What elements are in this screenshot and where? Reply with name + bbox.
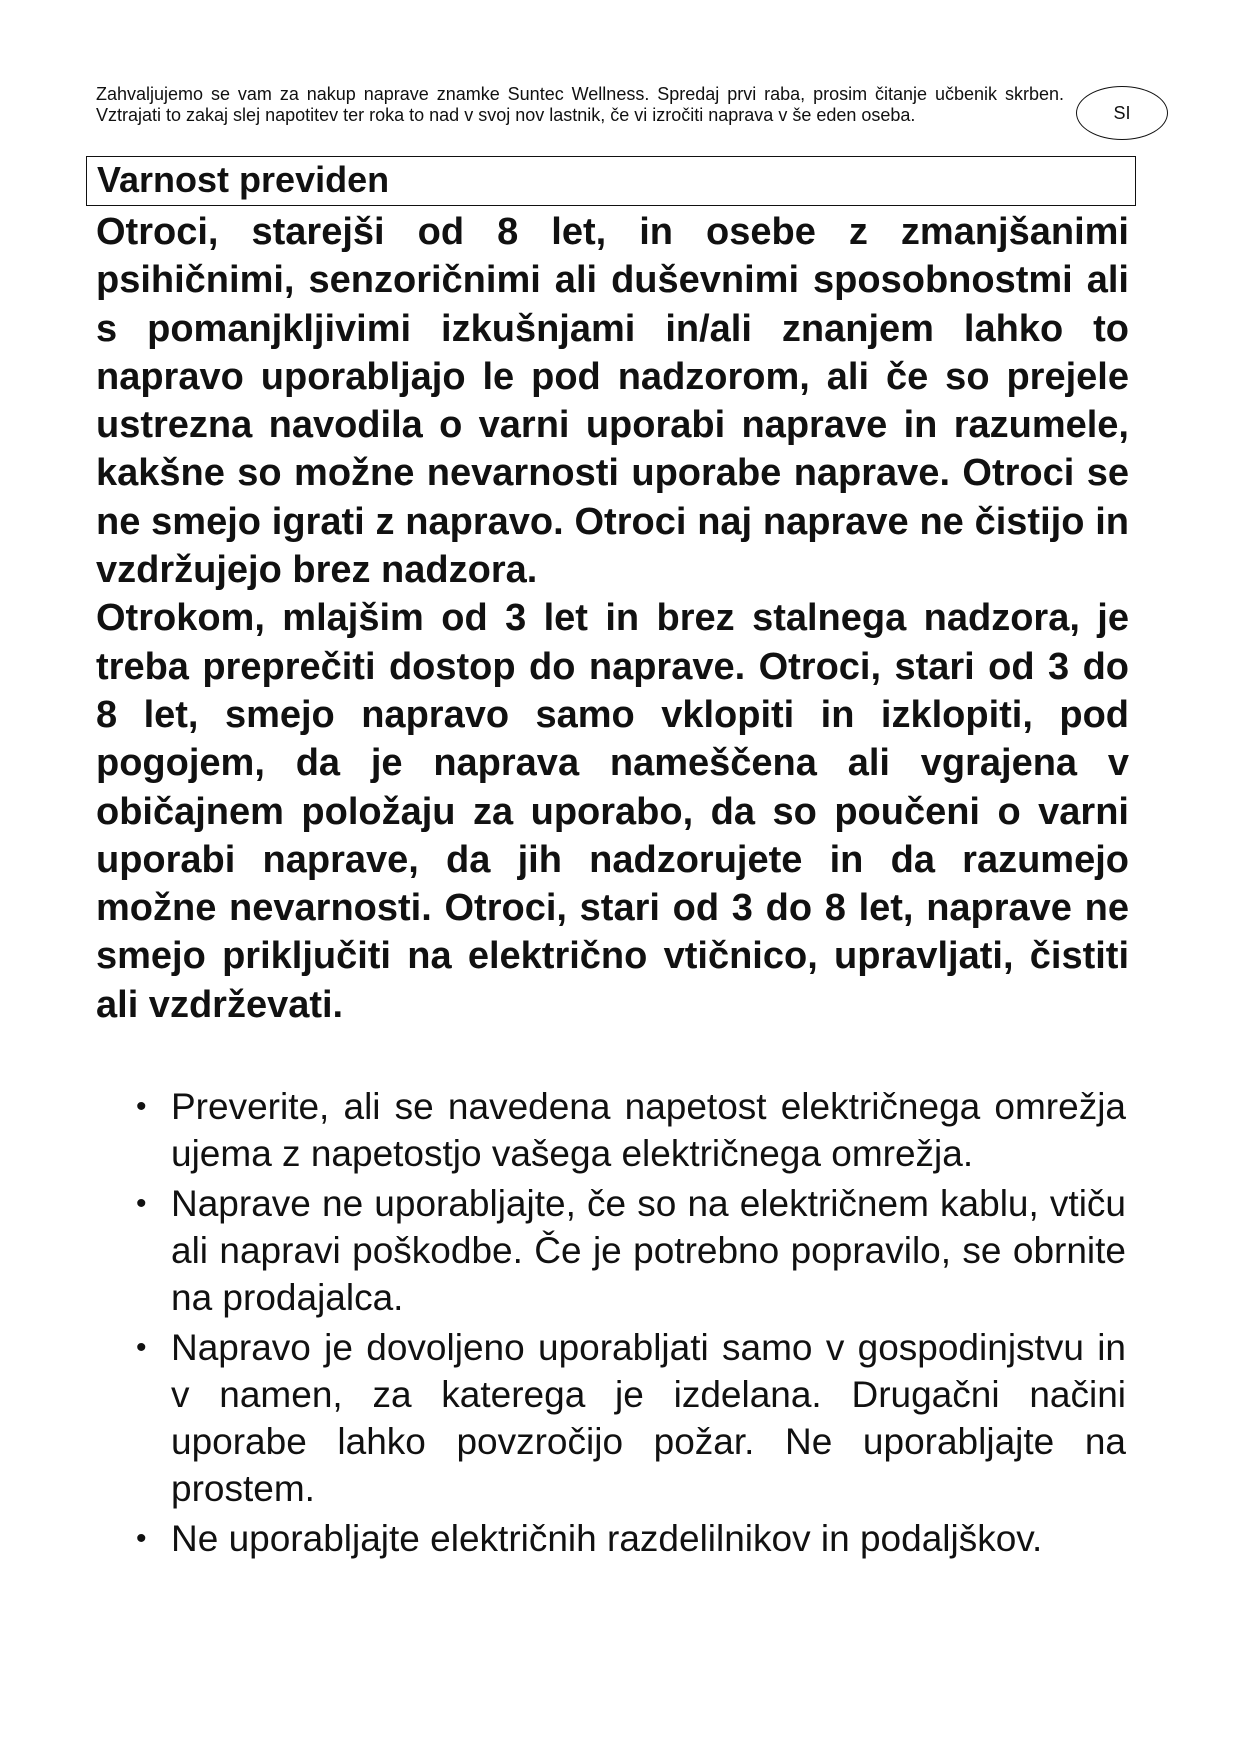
safety-warning bbox=[96, 208, 1129, 1029]
intro-text: Zahvaljujemo se vam za nakup naprave znamke Suntec Wellness. Spredaj prvi raba, prosim čitanje učbenik skrben. Vztrajati to zakaj slej napotitev ter roka to nad v svoj nov lastnik, če vi izročiti naprava v še eden oseba. bbox=[96, 84, 1064, 125]
list-item-text: Napravo je dovoljeno uporabljati samo v gospodinjstvu in v namen, za katerega je izdelana. Drugačni načini uporabe lahko povzročijo požar. Ne uporabljajte na prostem. bbox=[171, 1327, 1126, 1509]
safety-bullet-list bbox=[96, 1083, 1126, 1565]
list-item-text: Ne uporabljajte električnih razdelilnikov in podaljškov. bbox=[171, 1518, 1043, 1559]
bullet-icon: • bbox=[136, 1187, 147, 1220]
language-badge: SI bbox=[1076, 86, 1168, 140]
section-title: Varnost previden bbox=[86, 156, 1136, 206]
list-item bbox=[96, 1515, 1126, 1562]
list-item bbox=[96, 1180, 1126, 1321]
list-item bbox=[96, 1324, 1126, 1512]
list-item bbox=[96, 1083, 1126, 1177]
bullet-icon: • bbox=[136, 1331, 147, 1364]
warning-paragraph-children-adults: Otroci, starejši od 8 let, in osebe z zmanjšanimi psihičnimi, senzoričnimi ali duševnimi sposobnostmi ali s pomanjkljivimi izkušnjami in/ali znanjem lahko to napravo uporabljajo le pod nadzorom, ali če so prejele ustrezna navodila o varni uporabi naprave in razumele, kakšne so možne nevarnosti uporabe naprave. Otroci se ne smejo igrati z napravo. Otroci naj naprave ne čistijo in vzdržujejo brez nadzora. bbox=[96, 211, 1129, 592]
warning-paragraph-young-children: Otrokom, mlajšim od 3 let in brez stalnega nadzora, je treba preprečiti dostop do naprave. Otroci, stari od 3 do 8 let, smejo napravo samo vklopiti in izklopiti, pod pogojem, da je naprava nameščena ali vgrajena v običajnem položaju za uporabo, da so poučeni o varni uporabi naprave, da jih nadzorujete in da razumejo možne nevarnosti. Otroci, stari od 3 do 8 let, naprave ne smejo priključiti na električno vtičnico, upravljati, čistiti ali vzdrževati. bbox=[96, 597, 1129, 1026]
bullet-icon: • bbox=[136, 1522, 147, 1555]
list-item-text: Preverite, ali se navedena napetost električnega omrežja ujema z napetostjo vašega električnega omrežja. bbox=[171, 1086, 1126, 1174]
bullet-icon: • bbox=[136, 1090, 147, 1123]
list-item-text: Naprave ne uporabljajte, če so na električnem kablu, vtiču ali napravi poškodbe. Če je potrebno popravilo, se obrnite na prodajalca. bbox=[171, 1183, 1126, 1318]
